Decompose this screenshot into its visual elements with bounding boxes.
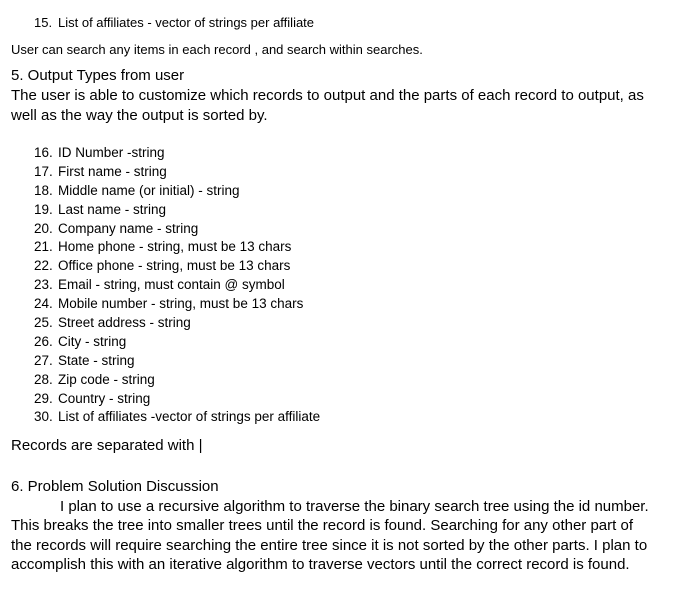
list-item: [34, 276, 320, 295]
discussion-paragraph: [11, 497, 683, 575]
list-item-number: 25.: [34, 315, 53, 331]
list-item: [34, 333, 320, 352]
section-heading-output-types: 5. Output Types from user: [11, 67, 185, 84]
list-item-number: 15.: [34, 15, 53, 30]
list-item: [34, 220, 320, 239]
list-item: [34, 408, 320, 427]
list-item: [34, 13, 314, 32]
list-item-text: Country - string: [58, 390, 151, 406]
list-item: [34, 144, 320, 163]
discussion-line: accomplish this with an iterative algorithm to traverse vectors until the correct record is found.: [11, 556, 630, 574]
list-item-number: 19.: [34, 201, 53, 217]
list-item: [34, 371, 320, 390]
list-item-text: Company name - string: [58, 220, 199, 236]
list-item: [34, 238, 320, 257]
list-item-number: 28.: [34, 371, 53, 387]
list-item-number: 27.: [34, 352, 53, 368]
discussion-line: This breaks the tree into smaller trees until the record is found. Searching for any other part of: [11, 517, 633, 535]
list-item-number: 20.: [34, 220, 53, 236]
list-item-text: Mobile number - string, must be 13 chars: [58, 296, 304, 312]
list-item: [34, 163, 320, 182]
list-item: [34, 182, 320, 201]
discussion-line-text: I plan to use a recursive algorithm to traverse the binary search tree using the id number.: [60, 498, 649, 515]
list-item-number: 23.: [34, 277, 53, 293]
discussion-line: [11, 497, 683, 516]
separator-note: Records are separated with |: [11, 437, 203, 454]
list-item-text: Street address - string: [58, 315, 191, 331]
search-note: User can search any items in each record , and search within searches.: [11, 42, 423, 57]
list-item-number: 24.: [34, 296, 53, 312]
list-item-text: First name - string: [58, 163, 167, 179]
list-item-text: Zip code - string: [58, 371, 155, 387]
list-item-text: City - string: [58, 333, 127, 349]
list-item: [34, 257, 320, 276]
list-item: [34, 390, 320, 409]
list-item-text: ID Number -string: [58, 145, 165, 160]
list-item-number: 26.: [34, 333, 53, 349]
section-intro-line: well as the way the output is sorted by.: [11, 107, 268, 124]
list-item-number: 17.: [34, 163, 53, 179]
list-item-number: 16.: [34, 145, 53, 160]
list-item-text: Last name - string: [58, 201, 167, 217]
list-item-number: 29.: [34, 390, 53, 406]
list-item-text: Home phone - string, must be 13 chars: [58, 239, 292, 255]
list-item: [34, 201, 320, 220]
list-item: [34, 352, 320, 371]
section-intro-line: The user is able to customize which records to output and the parts of each record to output, as: [11, 87, 644, 104]
list-item-number: 22.: [34, 258, 53, 274]
list-item-text: List of affiliates - vector of strings per affiliate: [58, 15, 315, 30]
list-item-text: Middle name (or initial) - string: [58, 182, 240, 198]
output-field-list: [34, 144, 320, 427]
list-item: [34, 295, 320, 314]
list-item-number: 30.: [34, 409, 53, 425]
list-item-text: State - string: [58, 352, 135, 368]
list-item-number: 21.: [34, 239, 53, 255]
list-item: [34, 314, 320, 333]
list-item-text: Office phone - string, must be 13 chars: [58, 258, 291, 274]
list-item-text: List of affiliates -vector of strings per affiliate: [58, 409, 321, 425]
list-item-number: 18.: [34, 182, 53, 198]
list-item-text: Email - string, must contain @ symbol: [58, 277, 285, 293]
section-heading-problem-solution: 6. Problem Solution Discussion: [11, 478, 219, 495]
discussion-line: the records will require searching the entire tree since it is not sorted by the other parts. I plan to: [11, 536, 648, 554]
